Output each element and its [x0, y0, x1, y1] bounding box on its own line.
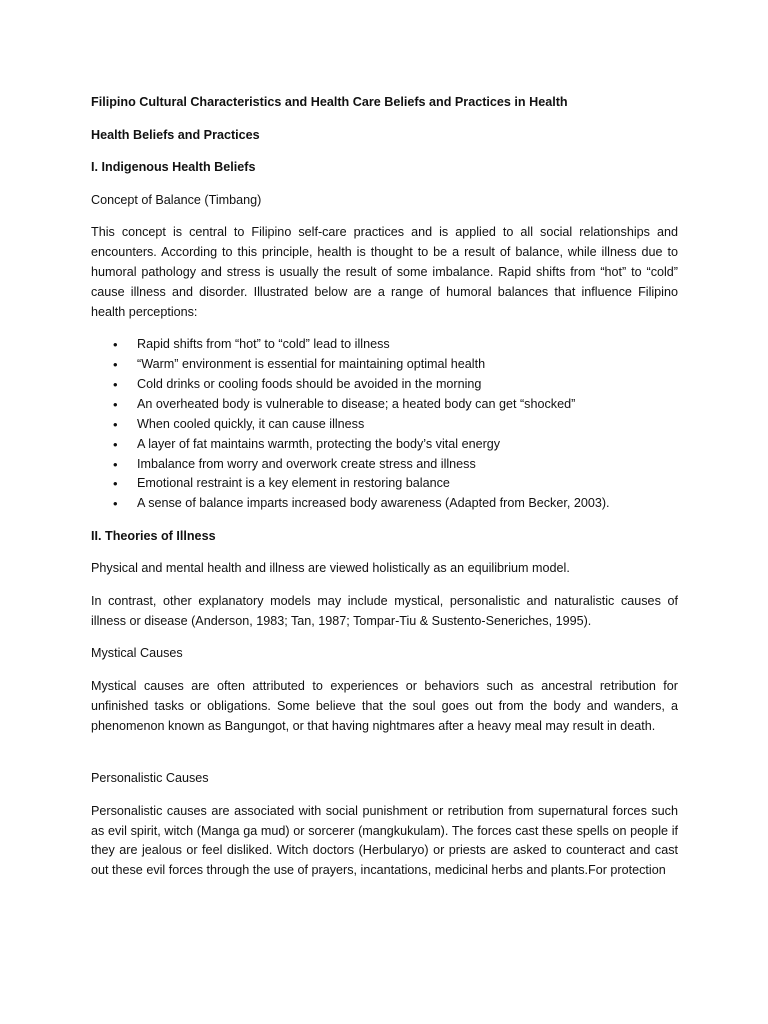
list-item: • A layer of fat maintains warmth, protecting the body’s vital energy [91, 435, 678, 455]
mystical-causes-heading: Mystical Causes [91, 646, 183, 661]
personalistic-causes-paragraph: Personalistic causes are associated with social punishment or retribution from supernatural forces such as evil spirit, witch (Manga ga mud) or sorcerer (mangkukulam). The forces cast these spells on people if they are jealous or feel disliked. Witch doctors (Herbularyo) or priests are asked to counteract and cast out these evil forces through the use of prayers, incantations, medicinal herbs and plants.For protection [91, 803, 678, 878]
explanatory-models-paragraph: In contrast, other explanatory models may include mystical, personalistic and naturalistic causes of illness or disease (Anderson, 1983; Tan, 1987; Tompar-Tiu & Sustento-Seneriches, 1995). [91, 593, 678, 628]
list-item: • A sense of balance imparts increased body awareness (Adapted from Becker, 2003). [91, 494, 678, 514]
document-body [91, 93, 678, 894]
list-item: • An overheated body is vulnerable to disease; a heated body can get “shocked” [91, 395, 678, 415]
balance-paragraph: This concept is central to Filipino self-care practices and is applied to all social relationships and encounters. According to this principle, health is thought to be a result of balance, while illness due to humoral pathology and stress is usually the result of some imbalance. Rapid shifts from “hot” to “cold” cause illness and disorder. Illustrated below are a range of humoral balances that influence Filipino health perceptions: [91, 225, 678, 319]
section-heading: Health Beliefs and Practices [91, 127, 260, 142]
list-item: • When cooled quickly, it can cause illness [91, 415, 678, 435]
blank-line [91, 749, 678, 769]
indigenous-beliefs-heading: I. Indigenous Health Beliefs [91, 160, 256, 174]
list-item: • Imbalance from worry and overwork create stress and illness [91, 455, 678, 475]
humoral-balance-list [91, 335, 678, 514]
equilibrium-paragraph: Physical and mental health and illness are viewed holistically as an equilibrium model. [91, 561, 570, 576]
personalistic-causes-heading: Personalistic Causes [91, 771, 209, 786]
mystical-causes-paragraph: Mystical causes are often attributed to experiences or behaviors such as ancestral retribution for unfinished tasks or obligations. Some believe that the soul goes out from the body and wanders, a phenomenon known as Bangungot, or that having nightmares after a heavy meal may result in death. [91, 678, 678, 733]
list-item: • Emotional restraint is a key element in restoring balance [91, 474, 678, 494]
list-item: • Rapid shifts from “hot” to “cold” lead to illness [91, 335, 678, 355]
balance-subheading: Concept of Balance (Timbang) [91, 192, 262, 207]
list-item: • “Warm” environment is essential for maintaining optimal health [91, 355, 678, 375]
document-title: Filipino Cultural Characteristics and Health Care Beliefs and Practices in Health [91, 95, 568, 109]
theories-heading: II. Theories of Illness [91, 528, 216, 543]
list-item: • Cold drinks or cooling foods should be avoided in the morning [91, 375, 678, 395]
